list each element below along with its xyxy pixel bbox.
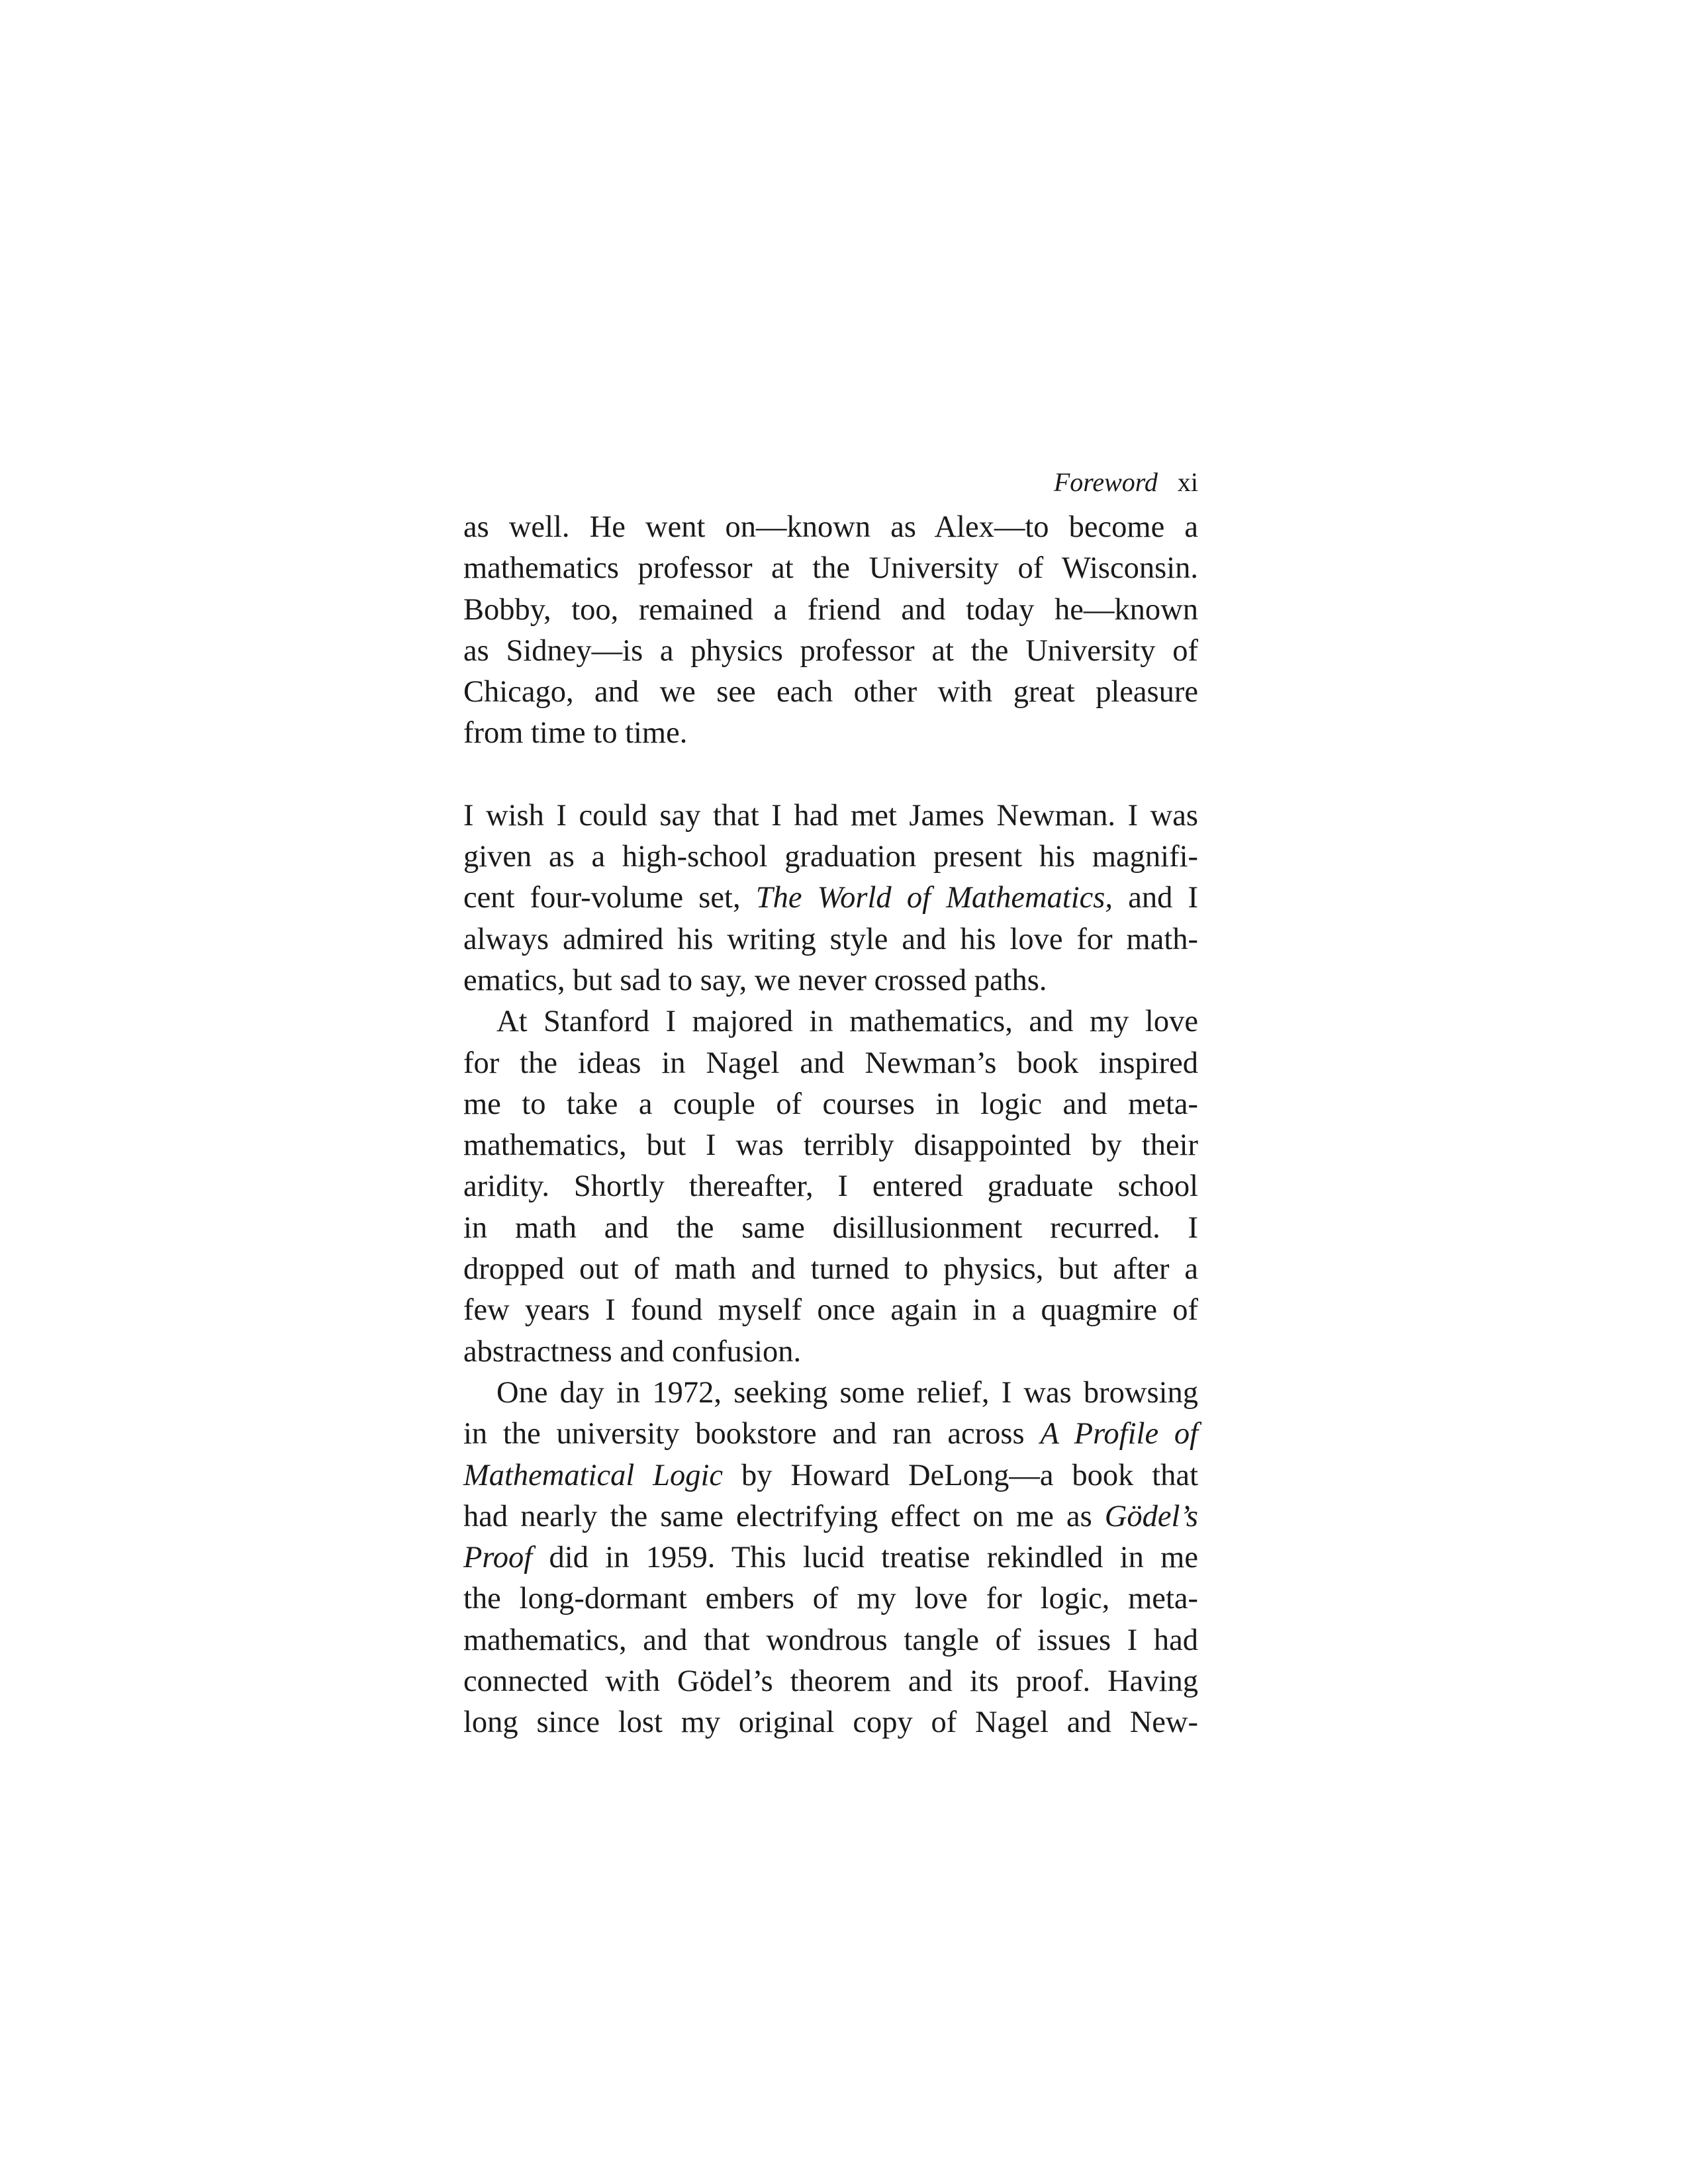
text-line: long since lost my original copy of Nagel and New- [463, 1706, 1198, 1740]
text-line: abstractness and confusion. [463, 1334, 802, 1369]
text-line: in the university bookstore and ran across A Profile of [463, 1417, 1199, 1451]
text-line: dropped out of math and turned to physics, but after a [463, 1252, 1198, 1287]
text-line: Proof did in 1959. This lucid treatise rekindled in me [463, 1541, 1198, 1575]
italic-title: A Profile of [1040, 1417, 1199, 1451]
text-line: One day in 1972, seeking some relief, I was browsing [496, 1375, 1198, 1410]
italic-title: Proof [463, 1541, 533, 1575]
paragraph [463, 1001, 1198, 1373]
page-number: xi [1177, 467, 1198, 497]
running-head-section: Foreword [1053, 467, 1158, 497]
text-line: me to take a couple of courses in logic and meta- [463, 1087, 1198, 1121]
paragraph [463, 507, 1198, 754]
body-text [463, 507, 1198, 1744]
text-line: Mathematical Logic by Howard DeLong—a book that [463, 1458, 1198, 1492]
text-line: in math and the same disillusionment recurred. I [463, 1210, 1198, 1245]
text-line: as Sidney—is a physics professor at the University of [463, 633, 1198, 668]
text-line: At Stanford I majored in mathematics, and my love [496, 1005, 1198, 1039]
text-line: cent four-volume set, The World of Mathematics, and I [463, 881, 1198, 915]
running-head [463, 463, 1198, 502]
text-line: mathematics, but I was terribly disappointed by their [463, 1128, 1198, 1163]
text-line: the long-dormant embers of my love for logic, meta- [463, 1582, 1198, 1616]
text-line: ematics, but sad to say, we never crossed paths. [463, 963, 1047, 997]
text-line: always admired his writing style and his love for math- [463, 922, 1198, 956]
text-line: Chicago, and we see each other with great pleasure [463, 675, 1198, 709]
text-line: as well. He went on—known as Alex—to become a [463, 510, 1198, 544]
text-line: for the ideas in Nagel and Newman’s book inspired [463, 1046, 1198, 1080]
text-line: few years I found myself once again in a quagmire of [463, 1293, 1198, 1328]
italic-title: The World of Mathematics, [755, 881, 1113, 915]
text-line: had nearly the same electrifying effect on me as Gödel’s [463, 1499, 1198, 1533]
text-line: mathematics, and that wondrous tangle of issues I had [463, 1623, 1198, 1657]
italic-title: Gödel’s [1104, 1499, 1198, 1533]
paragraph [463, 1373, 1198, 1744]
italic-title: Mathematical Logic [463, 1458, 724, 1492]
text-line: Bobby, too, remained a friend and today he—known [463, 592, 1198, 627]
section-break [463, 754, 1198, 796]
text-line: from time to time. [463, 716, 688, 751]
text-line: aridity. Shortly thereafter, I entered graduate school [463, 1169, 1198, 1204]
text-line: I wish I could say that I had met James Newman. I was [463, 798, 1198, 833]
paragraph [463, 796, 1198, 1001]
text-line: mathematics professor at the University of Wisconsin. [463, 551, 1198, 586]
text-line: connected with Gödel’s theorem and its proof. Having [463, 1664, 1198, 1699]
book-page [463, 463, 1198, 1744]
text-line: given as a high-school graduation present his magnifi- [463, 840, 1198, 874]
